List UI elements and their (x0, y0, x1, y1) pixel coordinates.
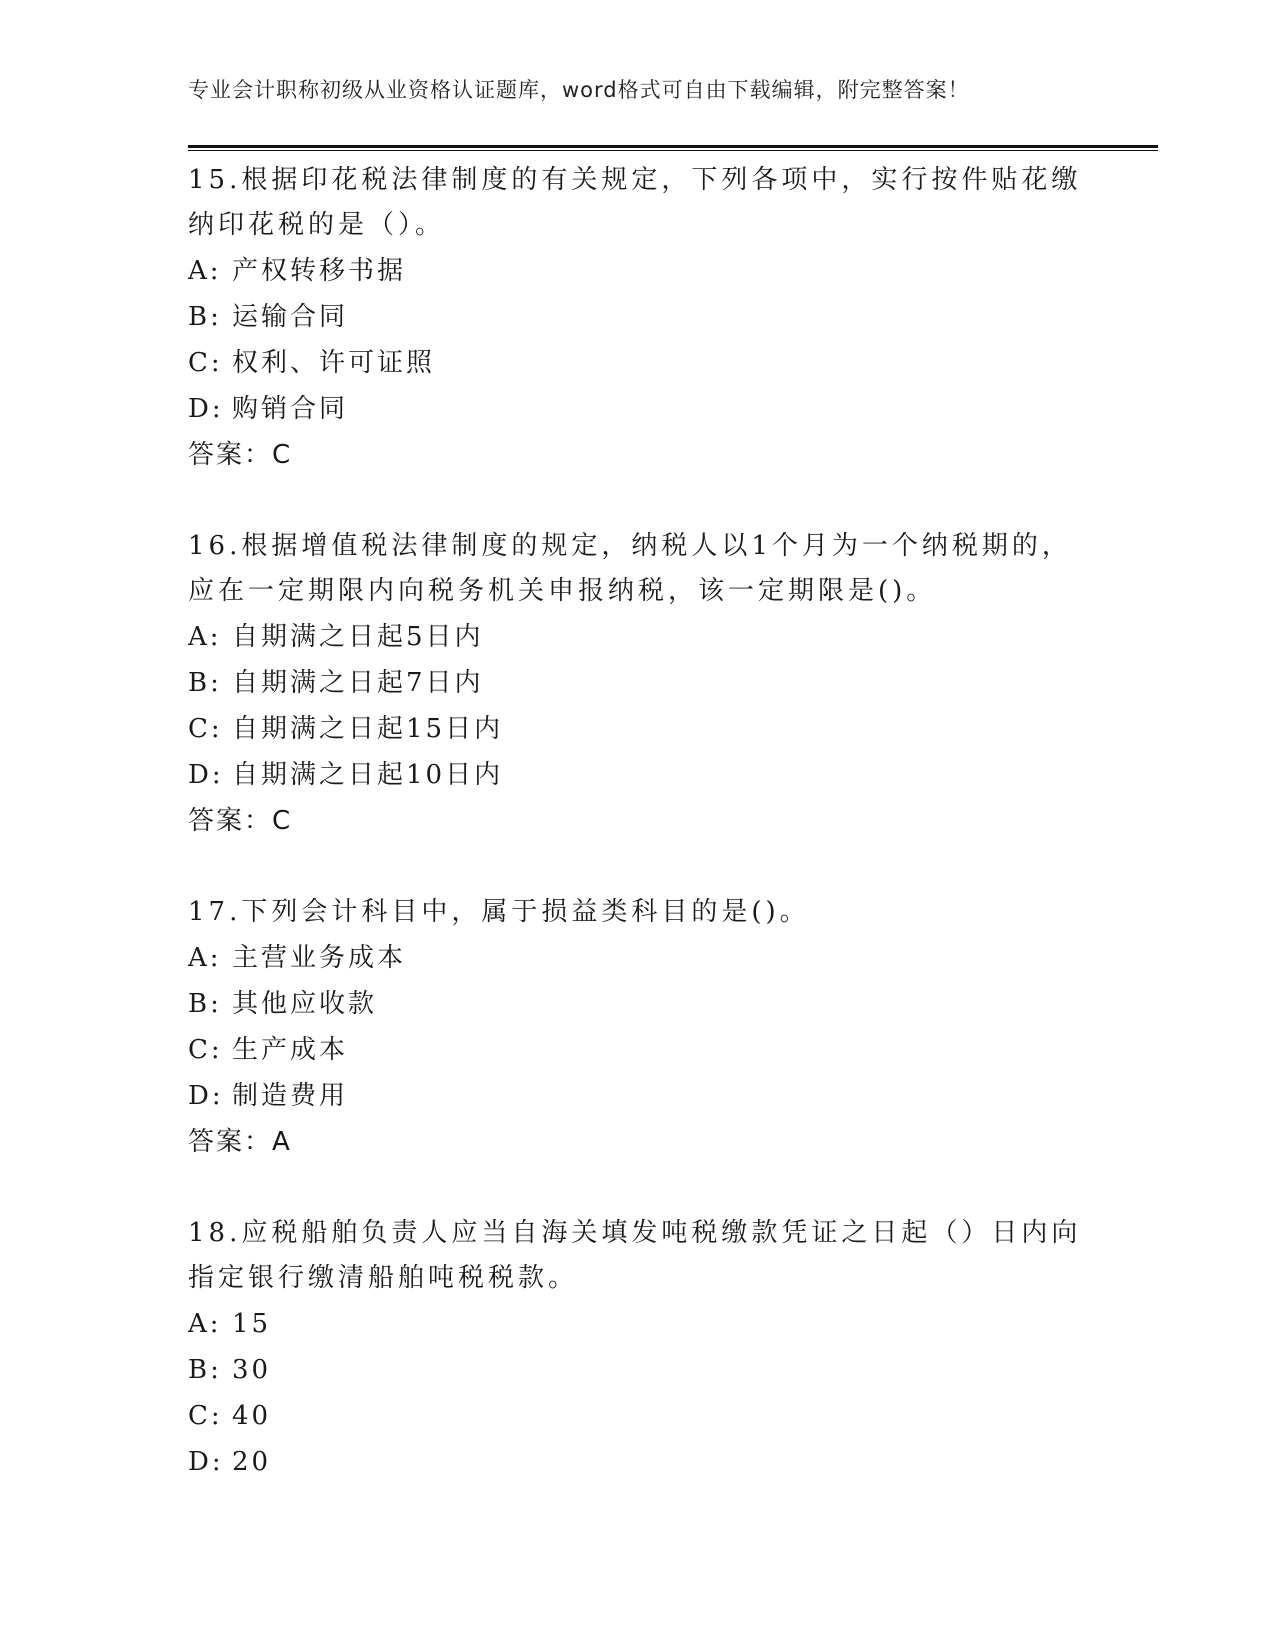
option-text: 制造费用 (232, 1081, 349, 1111)
option-letter: A: (188, 256, 222, 286)
answer-line: 答案：A (188, 1127, 292, 1157)
option-d (188, 752, 1088, 798)
question-list (188, 158, 1088, 1531)
option-text: 产权转移书据 (232, 256, 407, 286)
header-rule-thin (188, 150, 1158, 151)
option-a (188, 935, 1088, 981)
option-text: 其他应收款 (232, 989, 378, 1019)
option-text: 主营业务成本 (232, 943, 407, 973)
option-c (188, 340, 1088, 386)
option-letter: B: (188, 668, 222, 698)
header-rule-thick (188, 145, 1158, 148)
option-a (188, 248, 1088, 294)
question-stem: 17.下列会计科目中，属于损益类科目的是()。 (188, 897, 810, 927)
option-letter: D: (188, 1081, 224, 1111)
option-b (188, 660, 1088, 706)
question-16 (188, 524, 1088, 844)
option-letter: B: (188, 989, 222, 1019)
question-stem: 15.根据印花税法律制度的有关规定，下列各项中，实行按件贴花缴纳印花税的是（）。 (188, 165, 1082, 240)
option-d (188, 386, 1088, 432)
answer-line: 答案：C (188, 440, 293, 470)
option-text: 30 (232, 1355, 272, 1385)
option-c (188, 706, 1088, 752)
option-text: 生产成本 (232, 1035, 349, 1065)
option-d (188, 1439, 1088, 1485)
option-letter: A: (188, 622, 222, 652)
question-17 (188, 890, 1088, 1165)
option-text: 40 (232, 1401, 272, 1431)
question-15 (188, 158, 1088, 478)
answer-line: 答案：C (188, 806, 293, 836)
option-text: 自期满之日起15日内 (232, 714, 504, 744)
question-stem: 18.应税船舶负责人应当自海关填发吨税缴款凭证之日起（）日内向指定银行缴清船舶吨税税款。 (188, 1218, 1082, 1293)
option-letter: B: (188, 1355, 222, 1385)
option-text: 自期满之日起5日内 (232, 622, 484, 652)
option-c (188, 1027, 1088, 1073)
option-text: 20 (232, 1447, 272, 1477)
option-text: 自期满之日起10日内 (232, 760, 504, 790)
option-letter: D: (188, 1447, 224, 1477)
option-letter: B: (188, 302, 222, 332)
question-stem: 16.根据增值税法律制度的规定，纳税人以1个月为一个纳税期的，应在一定期限内向税务机关申报纳税，该一定期限是()。 (188, 531, 1072, 606)
question-18 (188, 1211, 1088, 1485)
option-text: 自期满之日起7日内 (232, 668, 484, 698)
option-b (188, 294, 1088, 340)
option-letter: D: (188, 394, 224, 424)
option-letter: A: (188, 1309, 222, 1339)
option-text: 运输合同 (232, 302, 349, 332)
document-header: 专业会计职称初级从业资格认证题库，word格式可自由下载编辑，附完整答案！ (188, 78, 970, 102)
option-letter: D: (188, 760, 224, 790)
option-a (188, 614, 1088, 660)
option-d (188, 1073, 1088, 1119)
option-letter: C: (188, 1401, 223, 1431)
option-b (188, 981, 1088, 1027)
option-text: 购销合同 (232, 394, 349, 424)
option-c (188, 1393, 1088, 1439)
option-letter: C: (188, 714, 223, 744)
option-a (188, 1301, 1088, 1347)
option-text: 权利、许可证照 (232, 348, 436, 378)
option-letter: C: (188, 348, 223, 378)
option-letter: C: (188, 1035, 223, 1065)
option-b (188, 1347, 1088, 1393)
option-letter: A: (188, 943, 222, 973)
option-text: 15 (232, 1309, 272, 1339)
